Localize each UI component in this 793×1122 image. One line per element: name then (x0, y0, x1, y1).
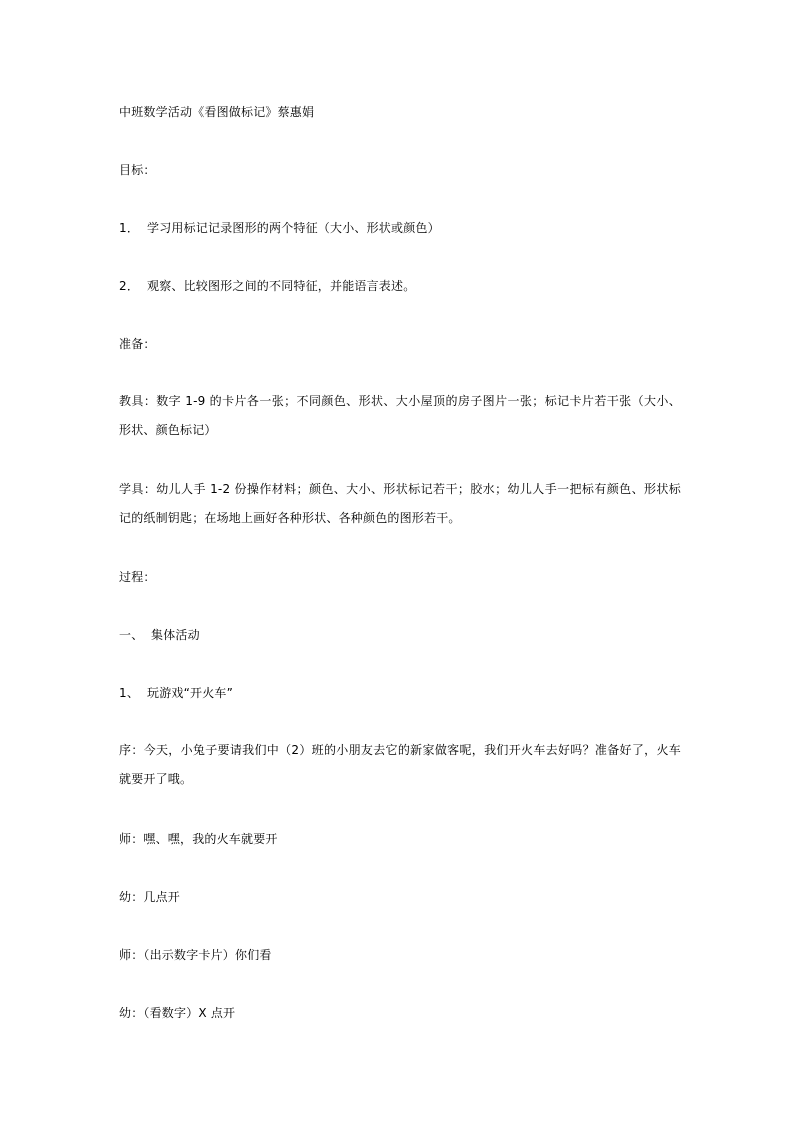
prep-heading: 准备： (119, 337, 156, 351)
process-heading: 过程： (119, 570, 156, 584)
goal-number: 2． (119, 279, 140, 293)
goals-heading: 目标： (119, 163, 156, 177)
goal-item-2 (119, 278, 689, 294)
section-text: 集体活动 (151, 628, 200, 642)
dialogue-line-3: 师：（出示数字卡片）你们看 (119, 948, 272, 962)
intro-paragraph: 序：今天，小兔子要请我们中（2）班的小朋友去它的新家做客呢，我们开火车去好吗？准备好了，火车就要开了哦。 (119, 743, 681, 786)
goal-item-1 (119, 220, 689, 236)
dialogue-line-4: 幼：（看数字）X 点开 (119, 1006, 236, 1020)
section-number: 一、 (119, 628, 144, 642)
section-heading-1 (119, 627, 689, 643)
step-number: 1、 (119, 686, 140, 700)
goal-number: 1． (119, 221, 140, 235)
student-materials-paragraph: 学具：幼儿人手 1-2 份操作材料；颜色、大小、形状标记若干；胶水；幼儿人手一把标有颜色、形状标记的纸制钥匙；在场地上画好各种形状、各种颜色的图形若干。 (119, 482, 681, 525)
step-heading-1 (119, 685, 689, 701)
dialogue-line-1: 师：嘿、嘿，我的火车就要开 (119, 832, 278, 846)
dialogue-line-2: 幼：几点开 (119, 890, 181, 904)
document-title: 中班数学活动《看图做标记》蔡惠娟 (119, 105, 315, 119)
goal-text: 学习用标记记录图形的两个特征（大小、形状或颜色） (147, 221, 440, 235)
goal-text: 观察、比较图形之间的不同特征，并能语言表述。 (147, 279, 416, 293)
teacher-materials-paragraph: 教具：数字 1-9 的卡片各一张；不同颜色、形状、大小屋顶的房子图片一张；标记卡片若干张（大小、形状、颜色标记） (119, 394, 681, 437)
step-text: 玩游戏“开火车” (147, 686, 234, 700)
